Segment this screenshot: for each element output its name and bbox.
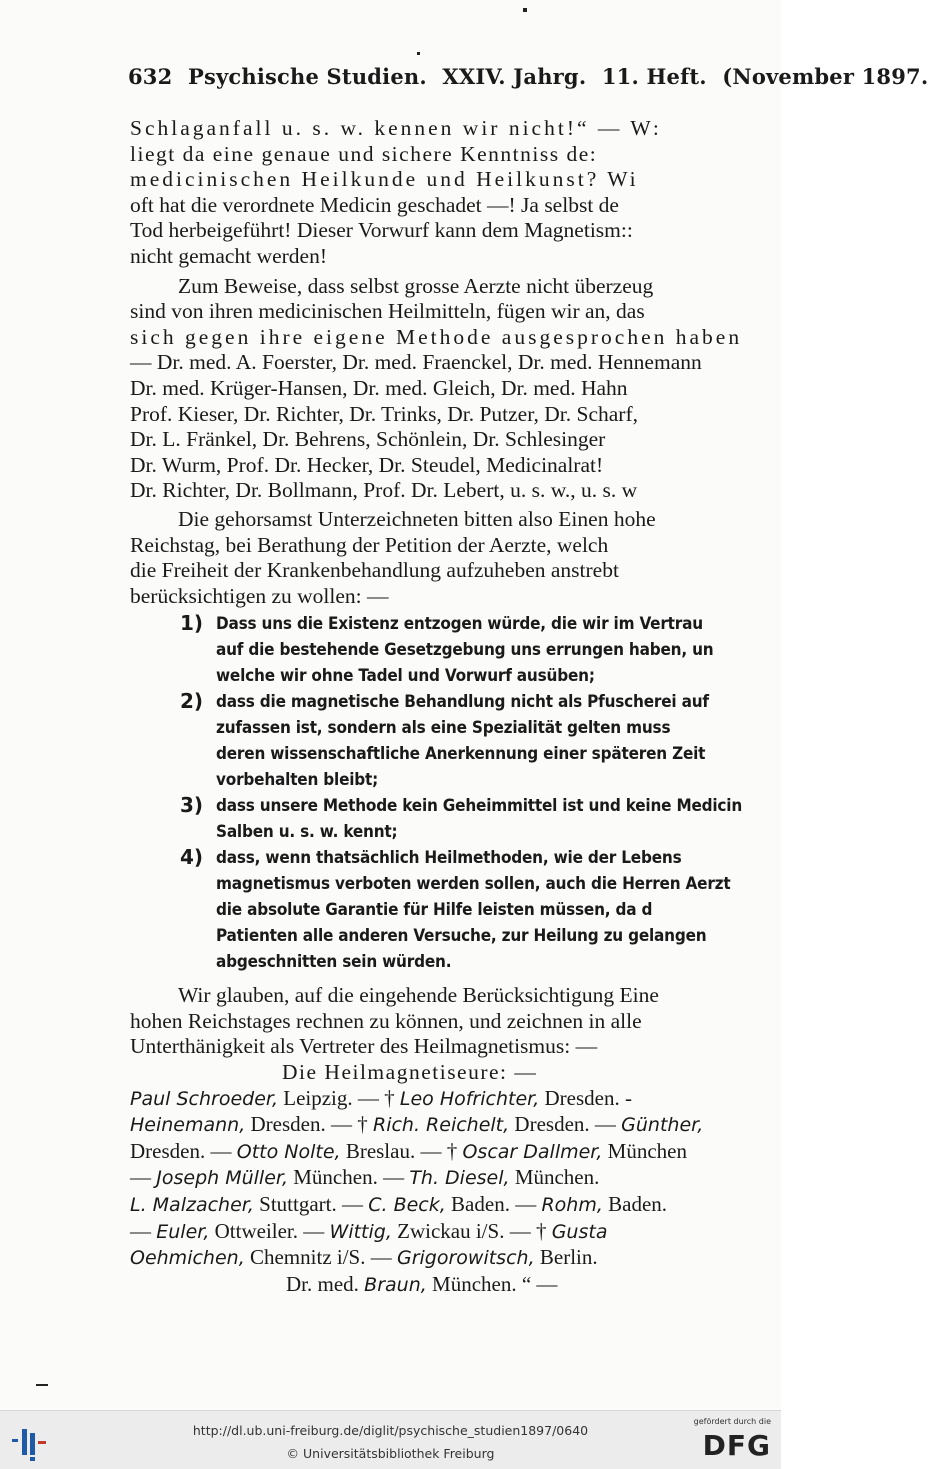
text-line: Zum Beweise, dass selbst grosse Aerzte nicht überzeug	[178, 273, 654, 298]
list-number: 3)	[180, 793, 204, 818]
list-line: die absolute Garantie für Hilfe leisten müssen, da d	[216, 900, 653, 921]
signature-line	[130, 1272, 790, 1299]
list-number: 2)	[180, 689, 204, 714]
volume: XXIV. Jahrg.	[442, 64, 587, 89]
paragraph-3	[130, 507, 790, 609]
signature-line	[130, 1139, 790, 1166]
signatory-name: Paul Schroeder,	[130, 1087, 278, 1110]
list-line: deren wissenschaftliche Anerkennung einer späteren Zeit	[216, 744, 706, 765]
list-item	[0, 793, 790, 845]
signatory-name: C. Beck,	[368, 1194, 446, 1217]
signature-block	[130, 1086, 790, 1299]
signature-text: Breslau. — †	[340, 1138, 463, 1163]
text-line: Schlaganfall u. s. w. kennen wir nicht!“ — W:	[130, 116, 662, 140]
list-line: auf die bestehende Gesetzgebung uns errungen haben, un	[216, 640, 714, 661]
list-line: welche wir ohne Tadel und Vorwurf ausüben;	[216, 666, 595, 687]
list-item	[0, 689, 790, 793]
signature-line	[130, 1192, 790, 1219]
signature-text: —	[130, 1165, 157, 1190]
paragraph-1	[130, 116, 790, 270]
list-line: zufassen ist, sondern als eine Spezialität gelten muss	[216, 718, 671, 739]
issue: 11. Heft.	[601, 64, 707, 89]
text-line: Dr. Richter, Dr. Bollmann, Prof. Dr. Lebert, u. s. w., u. s. w	[130, 478, 638, 503]
signature-text: Chemnitz i/S. —	[244, 1245, 397, 1270]
list-number: 1)	[180, 611, 204, 636]
signatory-name: Braun,	[364, 1273, 427, 1296]
signatory-name: Grigorowitsch,	[396, 1247, 535, 1270]
signature-line	[130, 1086, 790, 1113]
text-line: Die gehorsamst Unterzeichneten bitten also Einen hohe	[178, 506, 656, 531]
viewer-footer	[0, 1410, 781, 1469]
text-line: nicht gemacht werden!	[130, 243, 327, 268]
list-number: 4)	[180, 845, 204, 870]
text-line: hohen Reichstages rechnen zu können, und zeichnen in alle	[130, 1008, 642, 1033]
list-item	[0, 611, 790, 689]
signature-line	[130, 1219, 790, 1246]
text-line: Dr. med. Krüger-Hansen, Dr. med. Gleich, Dr. med. Hahn	[130, 375, 628, 400]
signatory-name: Gusta	[551, 1220, 608, 1243]
signature-text: Ottweiler. —	[209, 1218, 330, 1243]
signatory-name: Oehmichen,	[130, 1247, 245, 1270]
list-line: dass, wenn thatsächlich Heilmethoden, wie der Lebens	[216, 848, 682, 869]
signature-text: Dr. med.	[286, 1271, 365, 1296]
signature-text: Baden.	[602, 1192, 668, 1217]
text-line: berücksichtigen zu wollen: —	[130, 583, 389, 608]
signature-text: Leipzig. — †	[278, 1085, 400, 1110]
list-line: magnetismus verboten werden sollen, auch die Herren Aerzt	[216, 874, 731, 895]
signatory-name: Joseph Müller,	[156, 1167, 288, 1190]
list-line: Patienten alle anderen Versuche, zur Heilung zu gelangen	[216, 926, 707, 947]
signatory-name: Rohm,	[541, 1194, 603, 1217]
signatory-name: Euler,	[156, 1220, 210, 1243]
signature-text: Stuttgart. —	[253, 1192, 369, 1217]
signature-text: München	[602, 1138, 687, 1163]
petition-list	[0, 611, 790, 975]
signature-text: Baden. —	[445, 1192, 542, 1217]
scan-speck-header	[417, 52, 420, 55]
copyright-notice: © Universitätsbibliothek Freiburg	[286, 1446, 495, 1461]
signatory-name: L. Malzacher,	[130, 1194, 254, 1217]
paragraph-4	[130, 983, 790, 1060]
text-line: Prof. Kieser, Dr. Richter, Dr. Trinks, Dr. Putzer, Dr. Scharf,	[130, 401, 638, 426]
scan-speck-bottom	[36, 1384, 48, 1386]
list-line: Dass uns die Existenz entzogen würde, die wir im Vertrau	[216, 614, 703, 635]
text-line: — Dr. med. A. Foerster, Dr. med. Fraenckel, Dr. med. Hennemann	[130, 350, 702, 375]
list-line: vorbehalten bleibt;	[216, 770, 379, 791]
text-line: liegt da eine genaue und sichere Kenntniss de:	[130, 141, 598, 166]
issue-date: (November 1897.	[722, 64, 929, 89]
text-line: Dr. Wurm, Prof. Dr. Hecker, Dr. Steudel, Medicinalrat!	[130, 452, 604, 477]
document-url-link[interactable]: http://dl.ub.uni-freiburg.de/diglit/psychische_studien1897/0640	[192, 1423, 589, 1438]
signature-text: Zwickau i/S. — †	[391, 1218, 552, 1243]
signature-text: Dresden. —	[130, 1138, 237, 1163]
list-line: dass unsere Methode kein Geheimmittel ist und keine Medicin	[216, 796, 743, 817]
scan-speck-top	[523, 8, 527, 12]
page-number: 632	[128, 64, 173, 89]
journal-title: Psychische Studien.	[187, 64, 427, 89]
signature-text: —	[130, 1218, 157, 1243]
paragraph-2	[130, 274, 790, 504]
text-line: sich gegen ihre eigene Methode ausgesprochen haben	[130, 324, 743, 349]
text-line: medicinischen Heilkunde und Heilkunst? Wi	[130, 167, 639, 192]
signatory-name: Heinemann,	[130, 1114, 246, 1137]
text-line: Dr. L. Fränkel, Dr. Behrens, Schönlein, Dr. Schlesinger	[130, 427, 606, 452]
list-line: abgeschnitten sein würden.	[216, 952, 452, 973]
signature-text: München. —	[288, 1165, 410, 1190]
text-line: die Freiheit der Krankenbehandlung aufzuheben anstrebt	[130, 558, 619, 583]
text-line: Reichstag, bei Berathung der Petition der Aerzte, welch	[130, 532, 609, 557]
signatory-name: Otto Nolte,	[236, 1140, 341, 1163]
signature-line	[130, 1112, 790, 1139]
running-header	[128, 64, 929, 89]
signature-text: Dresden. —	[509, 1112, 622, 1137]
text-line: Tod herbeigeführt! Dieser Vorwurf kann dem Magnetism::	[130, 218, 633, 243]
signatory-name: Leo Hofrichter,	[399, 1087, 540, 1110]
signatory-name: Günther,	[621, 1114, 704, 1137]
text-line: sind von ihren medicinischen Heilmitteln, fügen wir an, das	[130, 299, 645, 324]
signatory-name: Oscar Dallmer,	[462, 1140, 603, 1163]
signatory-name: Rich. Reichelt,	[373, 1114, 510, 1137]
list-line: dass die magnetische Behandlung nicht als Pfuscherei auf	[216, 692, 709, 713]
signature-text: München. “ —	[426, 1271, 558, 1296]
signature-line	[130, 1165, 790, 1192]
signature-line	[130, 1245, 790, 1272]
text-line: Wir glauben, auf die eingehende Berücksichtigung Eine	[178, 983, 659, 1008]
signature-heading: Die Heilmagnetiseure: —	[282, 1060, 538, 1085]
signatory-name: Wittig,	[329, 1220, 392, 1243]
signatory-name: Th. Diesel,	[409, 1167, 510, 1190]
dfg-logo	[687, 1417, 771, 1465]
dfg-caption: gefördert durch die	[693, 1417, 771, 1426]
signature-text: Dresden. -	[539, 1085, 632, 1110]
signature-text: München.	[509, 1165, 600, 1190]
list-line: Salben u. s. w. kennt;	[216, 822, 398, 843]
signature-text: Dresden. — †	[245, 1112, 373, 1137]
dfg-wordmark: DFG	[702, 1429, 771, 1462]
text-line: oft hat die verordnete Medicin geschadet —! Ja selbst de	[130, 192, 619, 217]
text-line: Unterthänigkeit als Vertreter des Heilmagnetismus: —	[130, 1034, 598, 1059]
body-text	[130, 116, 790, 1298]
list-item	[0, 845, 790, 975]
signature-text: Berlin.	[534, 1245, 598, 1270]
